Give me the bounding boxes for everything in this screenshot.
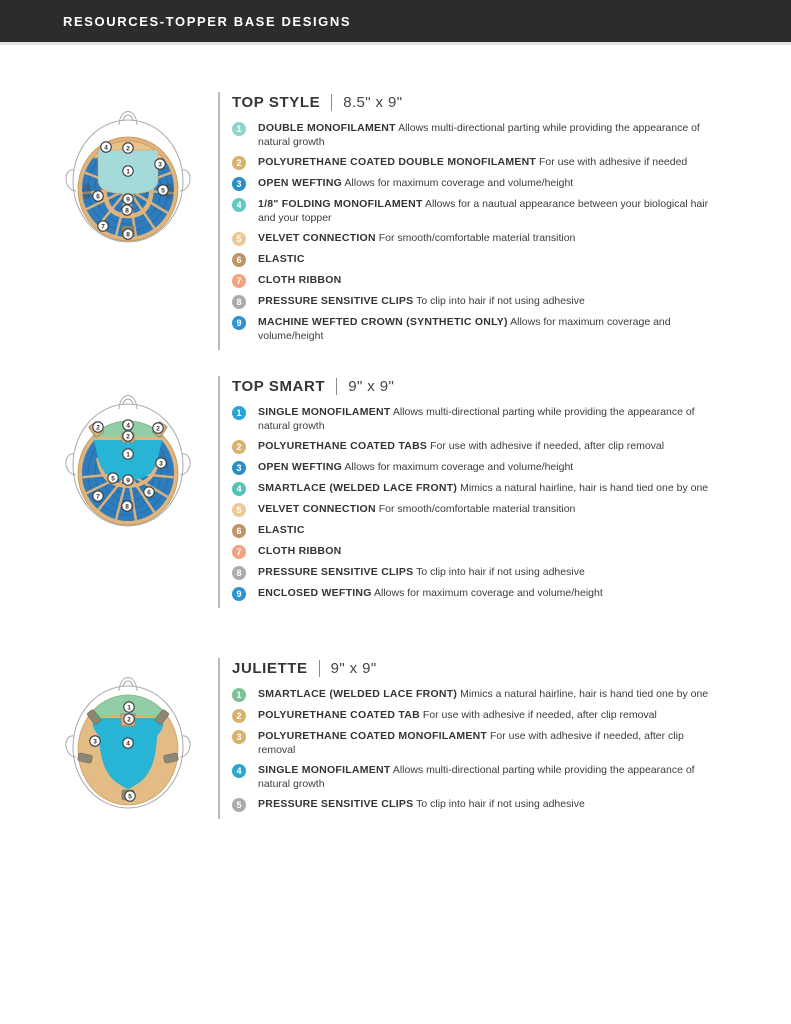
list-item (232, 198, 763, 225)
item-number-badge: 2 (232, 156, 246, 170)
section-juliette (0, 658, 791, 819)
list-item (232, 122, 763, 149)
item-label: ENCLOSED WEFTING (258, 587, 372, 599)
item-label: PRESSURE SENSITIVE CLIPS (258, 295, 414, 307)
item-text: POLYURETHANE COATED TABS For use with adhesive if needed, after clip removal (258, 440, 665, 452)
item-number-badge: 8 (232, 295, 246, 309)
item-number-badge: 7 (232, 274, 246, 288)
item-label: CLOTH RIBBON (258, 274, 342, 286)
legend-list (232, 688, 763, 812)
marker-number: 7 (101, 223, 105, 231)
marker-number: 4 (126, 740, 130, 748)
item-text (258, 524, 305, 538)
list-item (232, 688, 763, 702)
item-label: OPEN WEFTING (258, 461, 343, 473)
marker-number: 8 (126, 231, 130, 239)
heading-separator (336, 378, 337, 395)
list-item (232, 764, 763, 791)
item-label: SMARTLACE (WELDED LACE FRONT) (258, 688, 458, 700)
clip-shadow-left (83, 183, 92, 199)
item-number-badge: 9 (232, 587, 246, 601)
marker-number: 2 (127, 716, 131, 724)
item-number-badge: 2 (232, 709, 246, 723)
section-title: TOP SMART (232, 378, 326, 395)
item-text: PRESSURE SENSITIVE CLIPS To clip into hair if not using adhesive (258, 566, 585, 578)
item-number-badge: 3 (232, 461, 246, 475)
marker-number: 3 (158, 161, 162, 169)
item-label: POLYURETHANE COATED TABS (258, 440, 428, 452)
item-number-badge: 9 (232, 316, 246, 330)
item-number-badge: 5 (232, 232, 246, 246)
item-text: VELVET CONNECTION For smooth/comfortable material transition (258, 232, 576, 244)
juliette-base-diagram (60, 658, 200, 813)
section-size: 8.5" x 9" (343, 94, 403, 111)
marker-number: 2 (96, 424, 100, 432)
item-text: VELVET CONNECTION For smooth/comfortable material transition (258, 503, 576, 515)
item-number-badge: 4 (232, 198, 246, 212)
item-text (258, 274, 342, 288)
marker-number: 2 (126, 145, 130, 153)
item-text: POLYURETHANE COATED MONOFILAMENT For use with adhesive if needed, after clip removal (258, 730, 684, 756)
item-text (258, 253, 305, 267)
top-smart-base-diagram (60, 376, 200, 531)
item-number-badge: 5 (232, 503, 246, 517)
marker-number: 9 (126, 477, 130, 485)
item-number-badge: 3 (232, 730, 246, 744)
item-label: VELVET CONNECTION (258, 503, 376, 515)
marker-number: 1 (127, 704, 131, 712)
item-number-badge: 6 (232, 253, 246, 267)
heading-separator (331, 94, 332, 111)
section-content (218, 92, 763, 350)
item-text: SINGLE MONOFILAMENT Allows multi-directional parting while providing the appearance of natural growth (258, 406, 695, 432)
top-style-base-diagram (60, 92, 200, 247)
item-label: ELASTIC (258, 524, 305, 536)
list-item (232, 503, 763, 517)
marker-number: 1 (126, 168, 130, 176)
header-bar (0, 0, 791, 45)
item-label: POLYURETHANE COATED TAB (258, 709, 420, 721)
item-number-badge: 2 (232, 440, 246, 454)
marker-number: 5 (128, 793, 132, 801)
item-number-badge: 4 (232, 764, 246, 778)
item-number-badge: 8 (232, 566, 246, 580)
list-item (232, 730, 763, 757)
section-top-smart (0, 376, 791, 608)
item-label: POLYURETHANE COATED DOUBLE MONOFILAMENT (258, 156, 537, 168)
item-number-badge: 6 (232, 524, 246, 538)
marker-number: 1 (126, 451, 130, 459)
list-item (232, 545, 763, 559)
list-item (232, 253, 763, 267)
item-number-badge: 1 (232, 122, 246, 136)
item-label: SINGLE MONOFILAMENT (258, 406, 391, 418)
item-label: DOUBLE MONOFILAMENT (258, 122, 396, 134)
item-text (258, 545, 342, 559)
section-content (218, 376, 763, 608)
legend-list (232, 122, 763, 343)
section-heading (232, 378, 763, 395)
item-label: CLOTH RIBBON (258, 545, 342, 557)
list-item (232, 587, 763, 601)
marker-number: 5 (161, 187, 165, 195)
item-label: ELASTIC (258, 253, 305, 265)
list-item (232, 461, 763, 475)
list-item (232, 316, 763, 343)
marker-number: 3 (159, 460, 163, 468)
list-item (232, 232, 763, 246)
item-label: OPEN WEFTING (258, 177, 343, 189)
item-text: 1/8" FOLDING MONOFILAMENT Allows for a nautual appearance between your biological hair and your topper (258, 198, 709, 224)
section-size: 9" x 9" (348, 378, 395, 395)
item-text: DOUBLE MONOFILAMENT Allows multi-directional parting while providing the appearance of natural growth (258, 122, 700, 148)
item-text: POLYURETHANE COATED TAB For use with adhesive if needed, after clip removal (258, 709, 657, 721)
marker-number: 6 (147, 489, 151, 497)
item-text: PRESSURE SENSITIVE CLIPS To clip into hair if not using adhesive (258, 798, 585, 810)
item-text: PRESSURE SENSITIVE CLIPS To clip into hair if not using adhesive (258, 295, 585, 307)
marker-number: 6 (96, 193, 100, 201)
marker-number: 9 (126, 196, 130, 204)
item-text: OPEN WEFTING Allows for maximum coverage and volume/height (258, 177, 574, 189)
item-number-badge: 1 (232, 406, 246, 420)
item-number-badge: 5 (232, 798, 246, 812)
page-title: RESOURCES-TOPPER BASE DESIGNS (63, 13, 352, 29)
item-text: SMARTLACE (WELDED LACE FRONT) Mimics a natural hairline, hair is hand tied one by one (258, 482, 709, 494)
list-item (232, 406, 763, 433)
item-text: MACHINE WEFTED CROWN (SYNTHETIC ONLY) Allows for maximum coverage and volume/height (258, 316, 671, 342)
marker-number: 7 (96, 493, 100, 501)
item-label: MACHINE WEFTED CROWN (SYNTHETIC ONLY) (258, 316, 508, 328)
marker-number: 2 (126, 433, 130, 441)
marker-number: 5 (111, 475, 115, 483)
section-heading (232, 660, 763, 677)
item-text: ENCLOSED WEFTING Allows for maximum coverage and volume/height (258, 587, 603, 599)
item-number-badge: 1 (232, 688, 246, 702)
item-text: OPEN WEFTING Allows for maximum coverage and volume/height (258, 461, 574, 473)
section-title: TOP STYLE (232, 94, 321, 111)
item-number-badge: 7 (232, 545, 246, 559)
item-text: SMARTLACE (WELDED LACE FRONT) Mimics a natural hairline, hair is hand tied one by one (258, 688, 709, 700)
list-item (232, 156, 763, 170)
item-label: PRESSURE SENSITIVE CLIPS (258, 566, 414, 578)
item-number-badge: 4 (232, 482, 246, 496)
heading-separator (319, 660, 320, 677)
legend-list (232, 406, 763, 601)
marker-number: 4 (104, 144, 108, 152)
item-number-badge: 3 (232, 177, 246, 191)
item-text: SINGLE MONOFILAMENT Allows multi-directional parting while providing the appearance of natural growth (258, 764, 695, 790)
list-item (232, 798, 763, 812)
marker-number: 8 (125, 503, 129, 511)
list-item (232, 295, 763, 309)
list-item (232, 709, 763, 723)
section-content (218, 658, 763, 819)
item-label: SMARTLACE (WELDED LACE FRONT) (258, 482, 458, 494)
item-text: POLYURETHANE COATED DOUBLE MONOFILAMENT For use with adhesive if needed (258, 156, 688, 168)
section-top-style (0, 92, 791, 350)
list-item (232, 440, 763, 454)
section-title: JULIETTE (232, 660, 308, 677)
list-item (232, 566, 763, 580)
marker-number: 3 (93, 738, 97, 746)
section-size: 9" x 9" (330, 660, 377, 677)
list-item (232, 274, 763, 288)
item-label: SINGLE MONOFILAMENT (258, 764, 391, 776)
marker-number: 4 (126, 422, 130, 430)
item-label: PRESSURE SENSITIVE CLIPS (258, 798, 414, 810)
item-label: VELVET CONNECTION (258, 232, 376, 244)
marker-number: 2 (156, 425, 160, 433)
item-label: 1/8" FOLDING MONOFILAMENT (258, 198, 423, 210)
list-item (232, 524, 763, 538)
section-heading (232, 94, 763, 111)
marker-number: 8 (125, 207, 129, 215)
list-item (232, 482, 763, 496)
list-item (232, 177, 763, 191)
item-label: POLYURETHANE COATED MONOFILAMENT (258, 730, 488, 742)
